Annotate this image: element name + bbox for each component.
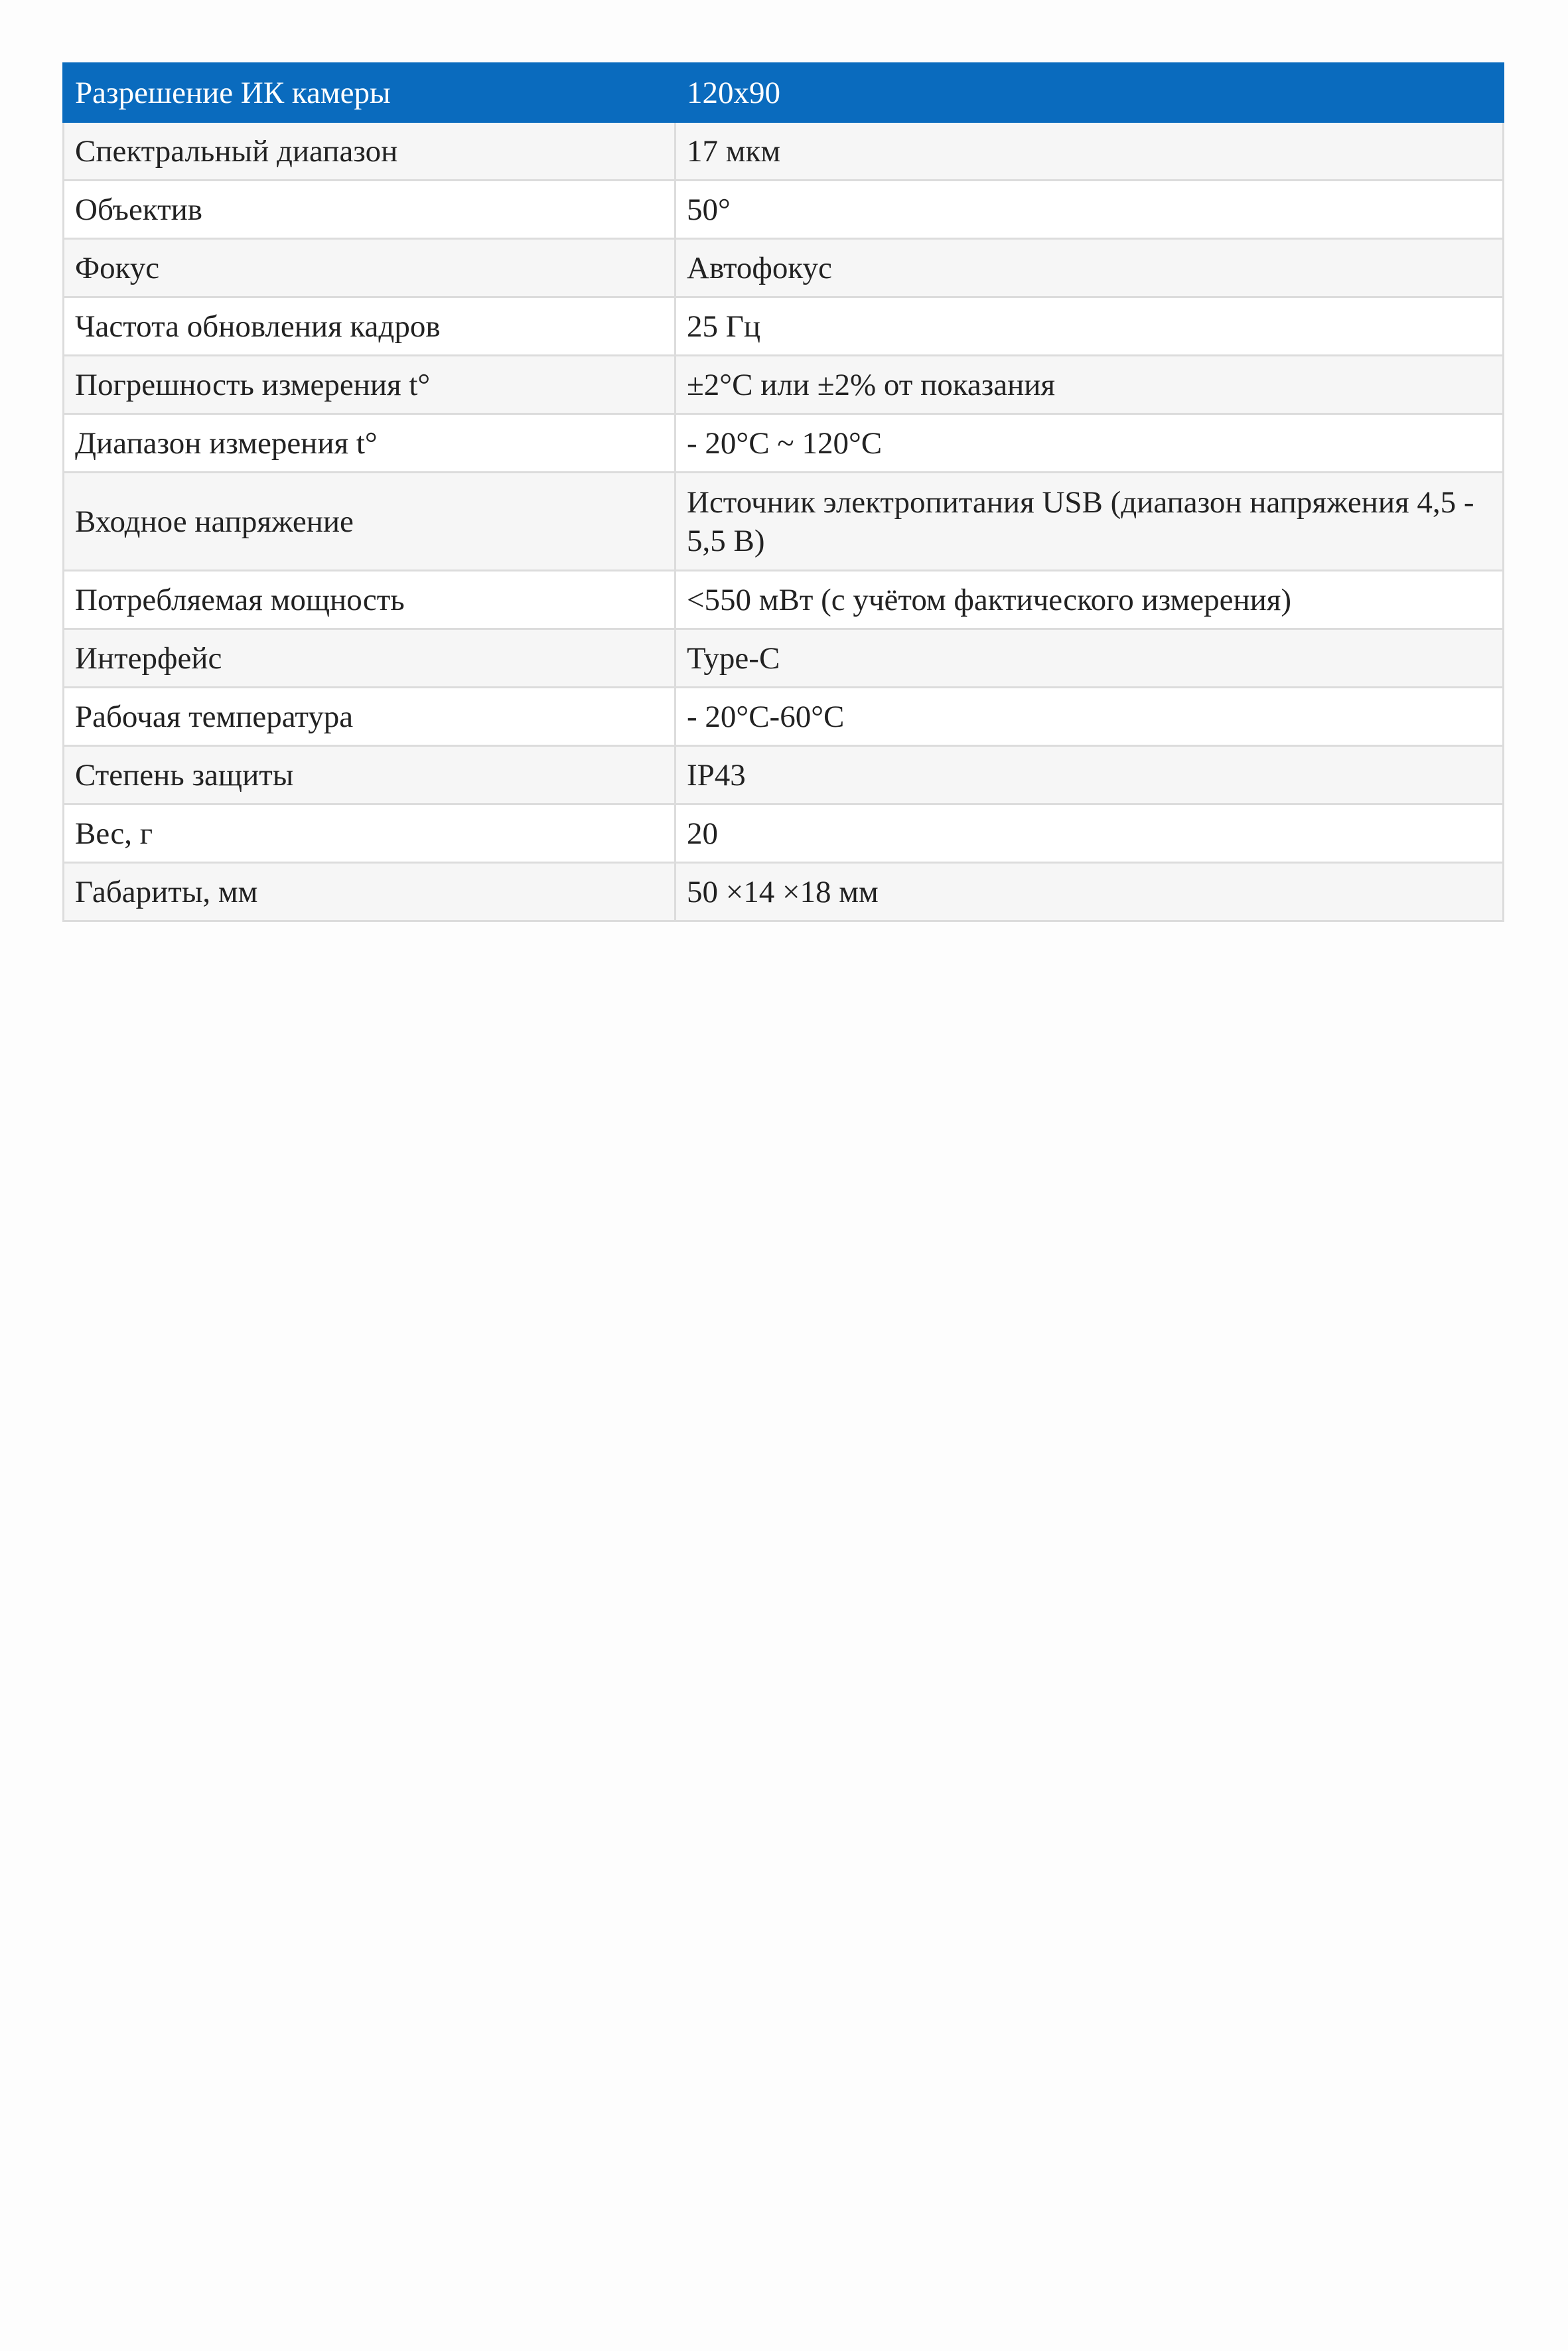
table-row — [64, 122, 1504, 181]
value-cell: 25 Гц — [676, 297, 1504, 356]
value-cell: ±2°C или ±2% от показания — [676, 356, 1504, 414]
table-row — [64, 356, 1504, 414]
specifications-table — [62, 62, 1504, 922]
param-cell: Рабочая температура — [64, 688, 676, 746]
value-cell: - 20°C-60°C — [676, 688, 1504, 746]
param-cell: Погрешность измерения t° — [64, 356, 676, 414]
table-row — [64, 804, 1504, 863]
table-row — [64, 239, 1504, 297]
table-row — [64, 863, 1504, 921]
table-row — [64, 688, 1504, 746]
table-row — [64, 629, 1504, 688]
value-cell: - 20°C ~ 120°C — [676, 414, 1504, 473]
table-row — [64, 297, 1504, 356]
table-row — [64, 181, 1504, 239]
value-cell: Источник электропитания USB (диапазон напряжения 4,5 - 5,5 В) — [676, 473, 1504, 571]
table-row — [64, 414, 1504, 473]
value-cell: 50° — [676, 181, 1504, 239]
param-cell: Степень защиты — [64, 746, 676, 804]
param-cell: Объектив — [64, 181, 676, 239]
header-value-cell: 120x90 — [676, 64, 1504, 122]
param-cell: Диапазон измерения t° — [64, 414, 676, 473]
param-cell: Частота обновления кадров — [64, 297, 676, 356]
value-cell: 50 ×14 ×18 мм — [676, 863, 1504, 921]
param-cell: Потребляемая мощность — [64, 571, 676, 629]
table-row — [64, 571, 1504, 629]
table-row — [64, 746, 1504, 804]
param-cell: Фокус — [64, 239, 676, 297]
table-header-row — [64, 64, 1504, 122]
value-cell: 17 мкм — [676, 122, 1504, 181]
param-cell: Интерфейс — [64, 629, 676, 688]
value-cell: <550 мВт (с учётом фактического измерения) — [676, 571, 1504, 629]
param-cell: Вес, г — [64, 804, 676, 863]
header-param-cell: Разрешение ИК камеры — [64, 64, 676, 122]
table-row — [64, 473, 1504, 571]
value-cell: IP43 — [676, 746, 1504, 804]
value-cell: 20 — [676, 804, 1504, 863]
value-cell: Type-C — [676, 629, 1504, 688]
param-cell: Габариты, мм — [64, 863, 676, 921]
param-cell: Входное напряжение — [64, 473, 676, 571]
value-cell: Автофокус — [676, 239, 1504, 297]
param-cell: Спектральный диапазон — [64, 122, 676, 181]
